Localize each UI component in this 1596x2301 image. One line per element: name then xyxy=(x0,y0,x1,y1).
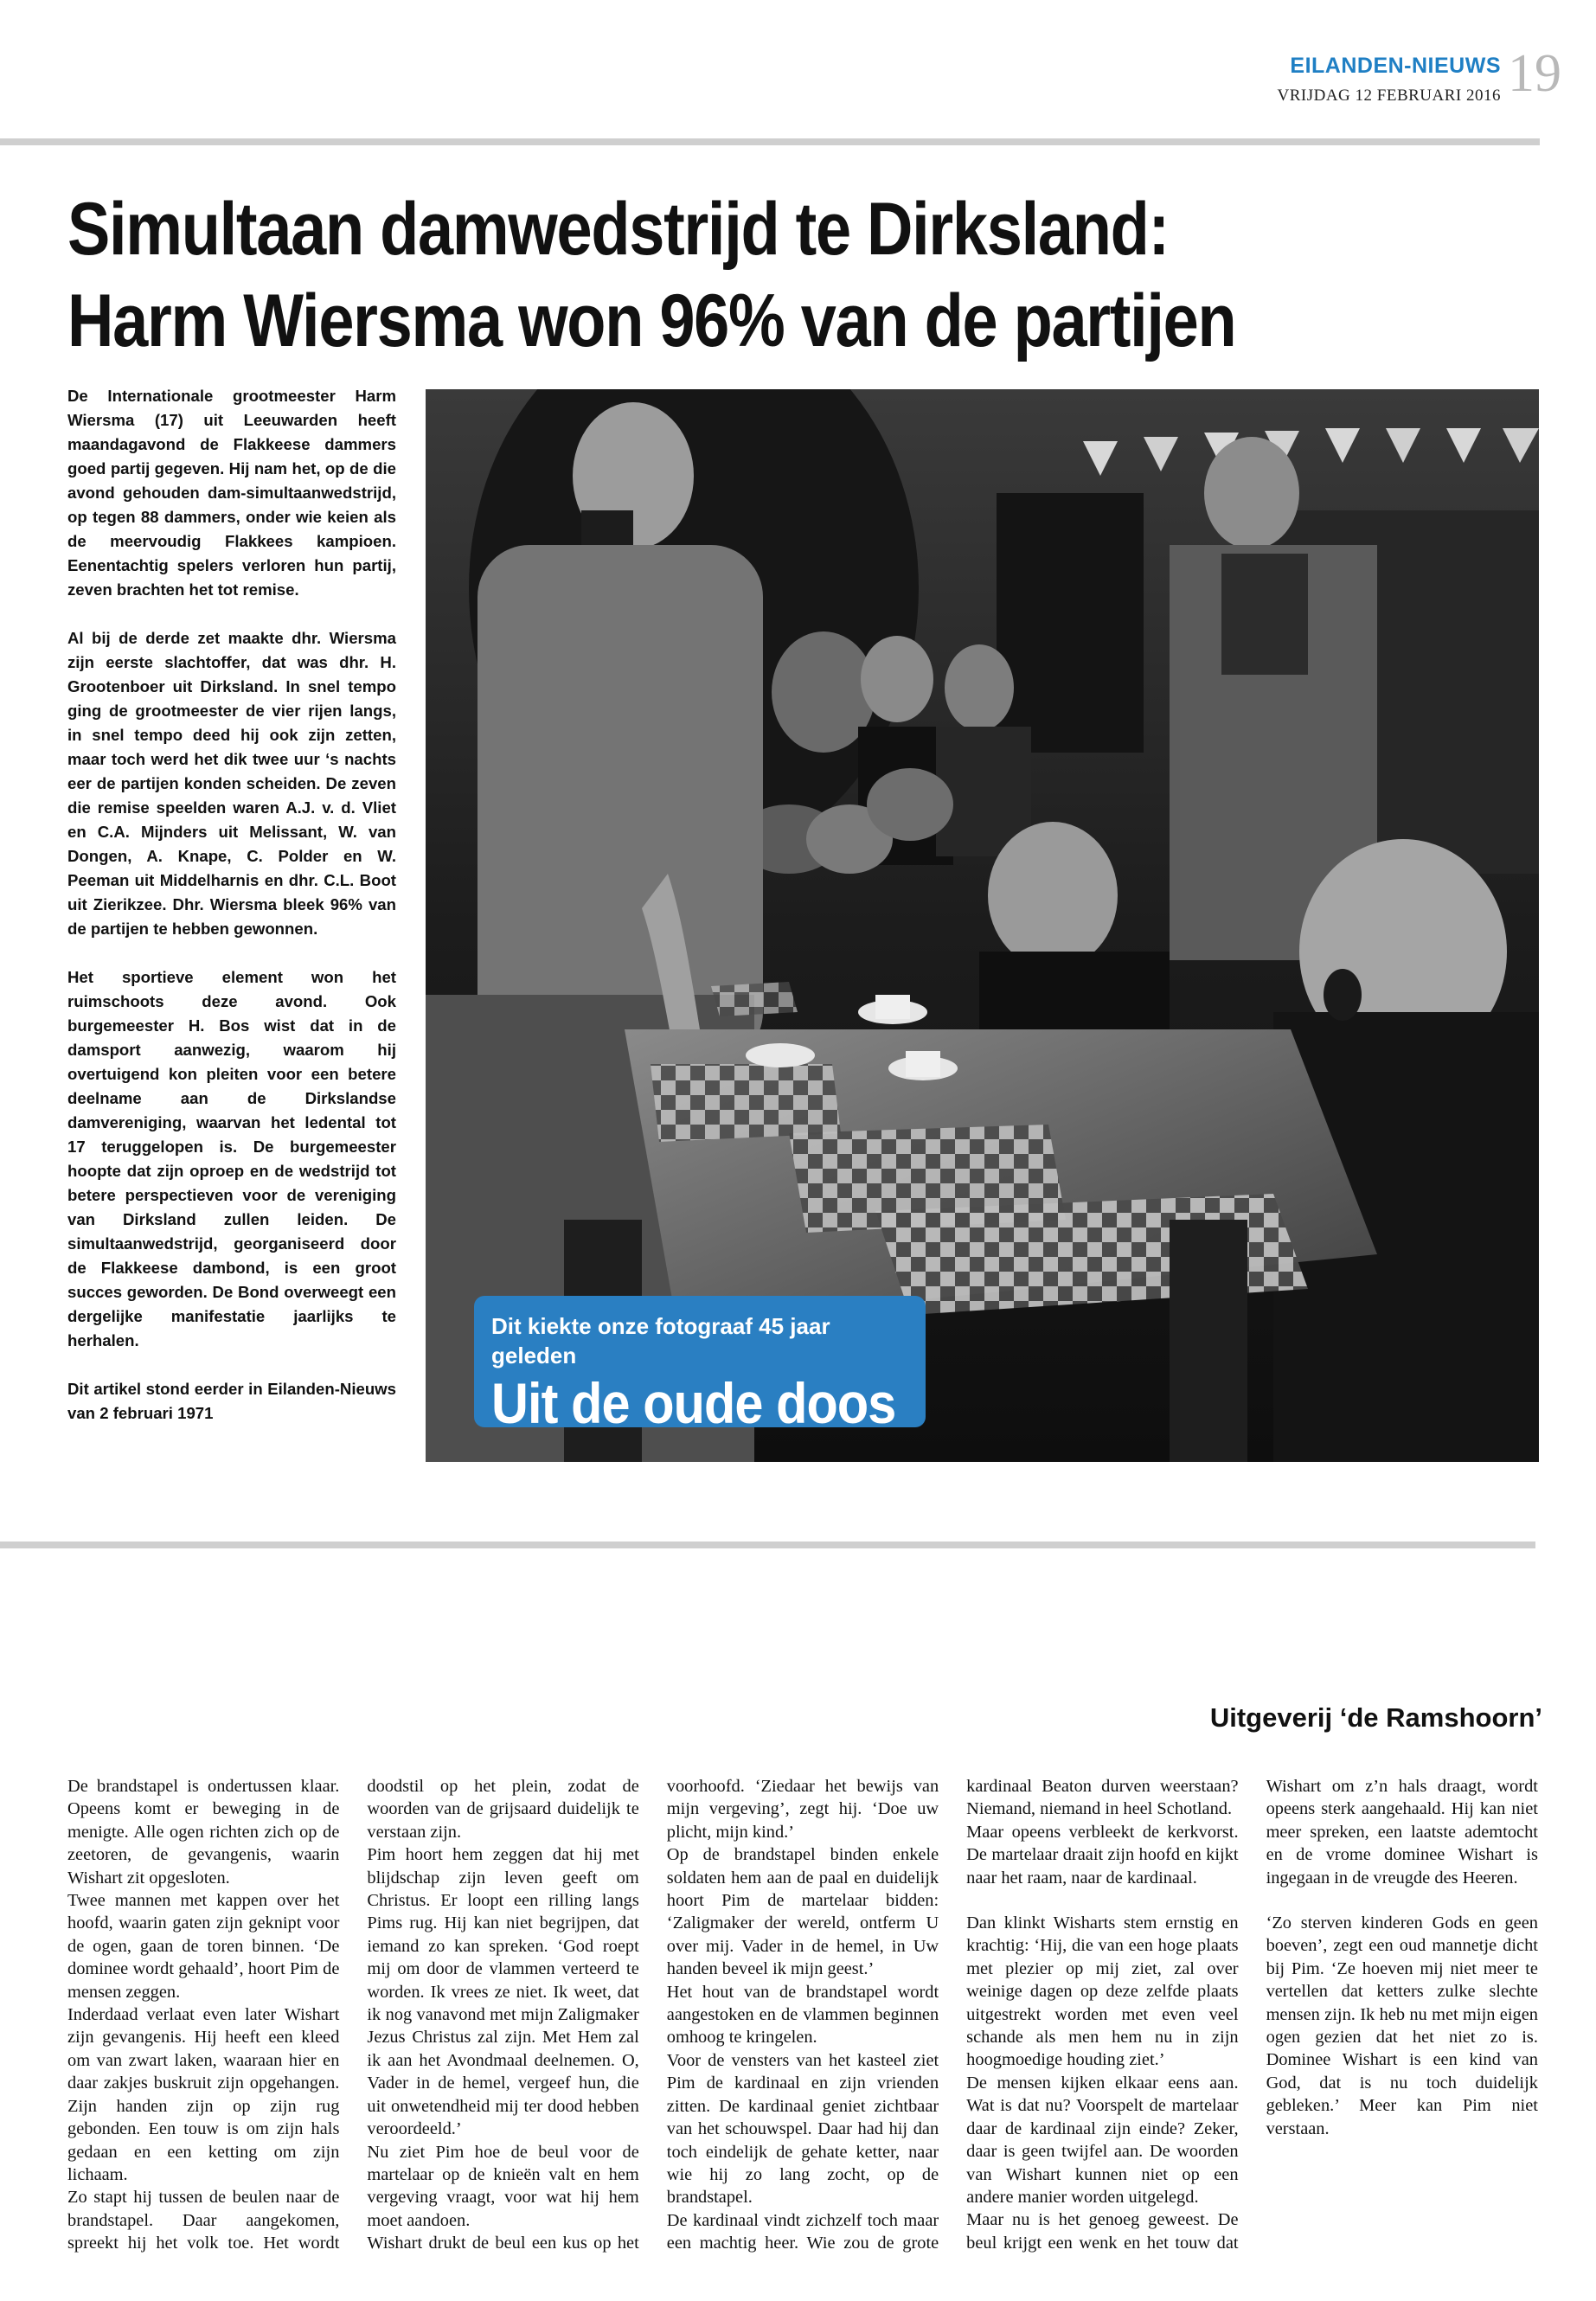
section-title: Uitgeverij ‘de Ramshoorn’ xyxy=(1209,1702,1542,1733)
article-paragraph: Al bij de derde zet maakte dhr. Wiersma zijn eerste slachtoffer, dat was dhr. H. Grootenboer uit Dirksland. In snel tempo ging de grootmeester de vier rijen langs, in snel tempo deed hij ook zijn zetten, maar toch werd het dik twee uur ‘s nachts eer de partijen konden scheiden. De zeven die remise speelden waren A.J. v. d. Vliet en C.A. Mijnders uit Melissant, W. van Dongen, A. Knape, C. Polder en W. Peeman uit Middelharnis en dhr. C.L. Boot uit Zierikzee. Dhr. Wiersma bleek 96% van de partijen te hebben gewonnen. xyxy=(67,629,396,938)
article-paragraph: Het sportieve element won het ruimschoots deze avond. Ook burgemeester H. Bos wist dat in de damsport aanwezig, waarom hij overtuigend kon pleiten voor een betere deelname aan de Dirkslandse damvereniging, waarvan het ledental tot 17 teruggelopen is. De burgemeester hoopte dat zijn oproep en de wedstrijd tot betere perspectieven voor de vereniging van Dirksland zullen leiden. De simultaanwedstrijd, georganiseerd door de Flakkeese dambond, is een groot succes geworden. De Bond overweegt een dergelijke manifestatie jaarlijks te herhalen. xyxy=(67,968,396,1349)
issue-date: VRIJDAG 12 FEBRUARI 2016 xyxy=(1277,87,1501,105)
page-number: 19 xyxy=(1508,44,1561,103)
story-paragraph: Dan klinkt Wisharts stem ernstig en krachtig: ‘Hij, die van een hoge plaats met plezier op mij ziet, zal over weinige dagen op deze zelfde plaats uitgestrekt worden met even veel schande als men hem nu in zijn hoogmoedige houding ziet.’ De mensen kijken elkaar eens aan. Wat is dat nu? Voorspelt de martelaar daar de kardinaal zijn einde? Zeker, daar is geen twijfel aan. De woorden van Wishart kunnen niet op een andere manier worden uitgelegd. Maar nu is het genoeg geweest. De beul krijgt een wenk en het touw dat Wishart om z’n hals draagt, wordt opeens sterk aangehaald. Hij kan niet meer spreken, een laatste ademtocht en de vrome dominee Wishart is ingegaan in de vreugde des Heeren. xyxy=(966,1777,1538,2253)
badge-title: Uit de oude doos xyxy=(491,1371,896,1435)
story-paragraph: De brandstapel is ondertussen klaar. Opeens komt er beweging in de menigte. Alle ogen richten zich op de zeetoren, de gevangenis, waarin Wishart zit opgesloten. Twee mannen met kappen over het hoofd, waarin gaten zijn geknipt voor de ogen, gaan de toren binnen. ‘De dominee wordt gehaald’, hoort Pim de mensen zeggen. Inderdaad verlaat even later Wishart zijn gevangenis. Hij heeft een kleed om van zwart laken, waaraan hier en daar zakjes buskruit zijn opgehangen. Zijn handen zijn op zijn rug gebonden. Een touw is om zijn hals gedaan en een ketting om zijn lichaam. Zo stapt hij tussen de beulen naar de brandstapel. Daar aangekomen, spreekt hij het volk toe. Het wordt doodstil op het plein, zodat de woorden van de grijsaard duidelijk te verstaan zijn. Pim hoort hem zeggen dat hij met blijdschap zijn leven geeft om Christus. Er loopt een rilling langs Pims rug. Hij kan niet begrijpen, dat iemand zo kan spreken. ‘God roept mij om door de vlammen verteerd te worden. Ik vrees ze niet. Ik weet, dat ik nog vanavond met mijn Zaligmaker Jezus Christus zal zijn. Met Hem zal ik aan het Avondmaal deelnemen. O, Vader in de hemel, vergeef hun, die uit onwetendheid mij ter dood hebben veroordeeld.’ Nu ziet Pim hoe de beul voor de martelaar op de knieën valt en hem vergeving vraagt, voor wat hij hem moet aandoen. Wishart drukt de beul een kus op het voorhoofd. ‘Ziedaar het bewijs van mijn vergeving’, zegt hij. ‘Doe uw plicht, mijn kind.’ Op de brandstapel binden enkele soldaten hem aan de paal en duidelijk hoort Pim de martelaar bidden: ‘Zaligmaker der wereld, ontferm U over mij. Vader in de hemel, in Uw handen beveel ik mijn geest.’ Het hout van de brandstapel wordt aangestoken en de vlammen beginnen omhoog te kringelen. Voor de vensters van het kasteel ziet Pim de kardinaal en zijn vrienden zitten. De kardinaal geniet zichtbaar van het schouwspel. Daar had hij dan toch eindelijk de gehate ketter, naar wie hij zo lang zocht, op de brandstapel. De kardinaal vindt zichzelf toch maar een machtig heer. Wie zou de grote kardinaal Beaton durven weerstaan? Niemand, niemand in heel Schotland. Maar opeens verbleekt de kerkvorst. De martelaar draait zijn hoofd en kijkt naar het raam, naar de kardinaal. xyxy=(67,1777,1239,2253)
headline-line-2: Harm Wiersma won 96% van de partijen xyxy=(67,279,1236,362)
badge-kicker: Dit kiekte onze fotograaf 45 jaar geleden xyxy=(491,1313,830,1368)
article-headline xyxy=(67,183,1332,367)
article-paragraph: De Internationale grootmeester Harm Wiersma (17) uit Leeuwarden heeft maandagavond de Flakkeese dammers goed partij gegeven. Hij nam het, op de die avond gehouden dam-simultaanwedstrijd, op tegen 88 dammers, onder wie keien als de meervoudig Flakkees kampioen. Eenentachtig spelers verloren hun partij, zeven brachten het tot remise. xyxy=(67,387,396,599)
headline-line-1: Simultaan damwedstrijd te Dirksland: xyxy=(67,188,1169,271)
article-source-note: Dit artikel stond eerder in Eilanden-Nieuws van 2 februari 1971 xyxy=(67,1380,396,1422)
serial-story xyxy=(67,1775,1538,2259)
top-rule xyxy=(0,138,1540,145)
feature-badge xyxy=(474,1296,926,1435)
section-rule xyxy=(0,1541,1535,1548)
article-body xyxy=(67,384,396,1450)
newspaper-logo: EILANDEN-NIEUWS xyxy=(1290,54,1501,78)
story-paragraph: ‘Zo sterven kinderen Gods en geen boeven’, zegt een oud mannetje dicht bij Pim. ‘Ze hoeven mij niet meer te vertellen dat ketters zulke slechte mensen zijn. Ik heb nu met mijn eigen ogen gezien dat het niet zo is. Dominee Wishart is een kind van God, dat is nu toch duidelijk gebleken.’ Meer kan Pim niet verstaan. xyxy=(1266,1913,1538,2138)
